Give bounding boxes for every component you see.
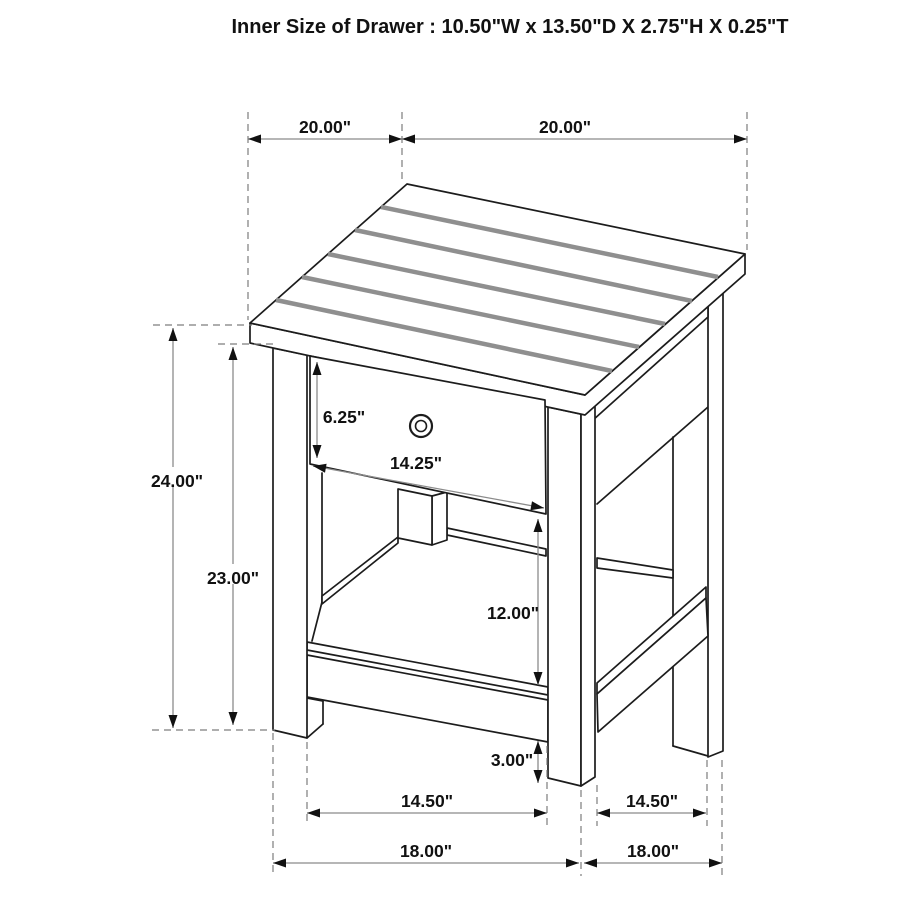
front-right-leg — [548, 407, 581, 786]
dim-label-outer-depth-side: 18.00" — [626, 841, 680, 861]
back-right-leg — [708, 291, 723, 757]
back-rail-right-view — [597, 558, 673, 578]
center-support-side — [432, 492, 447, 545]
dim-label-top-width-right: 20.00" — [538, 117, 592, 137]
front-left-foot-bottom — [307, 724, 323, 738]
back-right-leg-bottom-edge — [673, 746, 708, 756]
dim-label-outer-width-front: 18.00" — [399, 841, 453, 861]
dim-label-overall-height: 24.00" — [150, 471, 204, 491]
dim-label-leg-height: 23.00" — [206, 568, 260, 588]
back-left-leg-foot-edge — [312, 602, 322, 641]
center-support-front — [398, 489, 432, 545]
front-left-leg — [273, 348, 307, 738]
front-right-leg-side — [581, 402, 595, 786]
dim-label-inner-depth-side: 14.50" — [625, 791, 679, 811]
left-mid-rail — [322, 537, 398, 604]
dim-label-shelf-clearance: 12.00" — [486, 603, 540, 623]
dim-label-drawer-height: 6.25" — [322, 407, 366, 427]
dim-label-inner-width-front: 14.50" — [400, 791, 454, 811]
dim-label-drawer-width: 14.25" — [389, 453, 443, 473]
diagram-title: Inner Size of Drawer : 10.50"W x 13.50"D X 2.75"H X 0.25"T — [231, 16, 789, 38]
end-table — [250, 184, 745, 786]
back-mid-rail — [447, 528, 546, 556]
drawer-box-bottom-edge — [597, 407, 708, 504]
dim-label-foot-height: 3.00" — [490, 750, 534, 770]
side-stretcher — [597, 598, 708, 732]
dim-label-top-width-left: 20.00" — [298, 117, 352, 137]
